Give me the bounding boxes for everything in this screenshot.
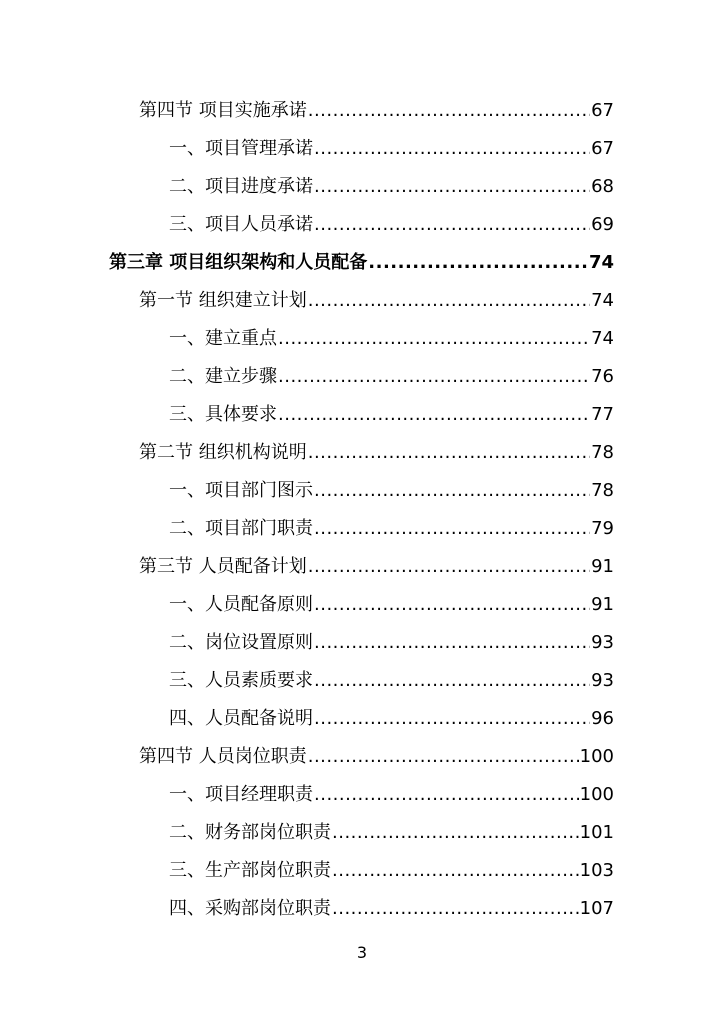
toc-leader-dots [278,330,590,348]
toc-entry-title: 二、项目进度承诺 [169,176,313,197]
toc-entry-title: 二、建立步骤 [169,366,277,387]
toc-entry-title: 三、具体要求 [169,404,277,425]
toc-entry-page: 78 [591,480,614,501]
toc-entry[interactable] [0,282,724,320]
toc-entry-title: 第三节 人员配备计划 [139,556,307,577]
toc-entry-title: 一、项目部门图示 [169,480,313,501]
toc-entry-page: 68 [591,176,614,197]
toc-entry-title: 一、建立重点 [169,328,277,349]
toc-entry[interactable] [0,586,724,624]
toc-entry-page: 107 [579,898,614,919]
toc-leader-dots [332,900,579,918]
toc-leader-dots [314,178,590,196]
toc-entry-page: 74 [588,252,614,273]
toc-entry-page: 69 [591,214,614,235]
toc-entry[interactable] [0,890,724,928]
toc-entry-title: 四、人员配备说明 [169,708,313,729]
toc-leader-dots [308,102,590,120]
toc-leader-dots [314,786,579,804]
toc-entry-page: 96 [591,708,614,729]
toc-leader-dots [308,558,590,576]
toc-entry-title: 四、采购部岗位职责 [169,898,331,919]
toc-leader-dots [314,634,590,652]
toc-leader-dots [308,748,579,766]
toc-entry[interactable] [0,358,724,396]
toc-entry-title: 第一节 组织建立计划 [139,290,307,311]
toc-entry-page: 91 [591,556,614,577]
toc-entry[interactable] [0,320,724,358]
toc-entry[interactable] [0,548,724,586]
toc-entry[interactable] [0,130,724,168]
toc-leader-dots [278,368,590,386]
toc-entry-page: 91 [591,594,614,615]
toc-entry[interactable] [0,472,724,510]
toc-entry-title: 第二节 组织机构说明 [139,442,307,463]
toc-entry-page: 100 [579,784,614,805]
toc-leader-dots [368,254,588,272]
toc-leader-dots [314,216,590,234]
toc-leader-dots [308,444,590,462]
toc-entry[interactable] [0,510,724,548]
toc-entry-page: 93 [591,632,614,653]
toc-entry-title: 第四节 项目实施承诺 [139,100,307,121]
toc-entry[interactable] [0,434,724,472]
toc-entry-title: 第四节 人员岗位职责 [139,746,307,767]
toc-entry-title: 一、项目管理承诺 [169,138,313,159]
toc-leader-dots [314,482,590,500]
toc-entry[interactable] [0,244,724,282]
toc-leader-dots [314,140,590,158]
toc-entry-page: 67 [591,138,614,159]
toc-leader-dots [278,406,590,424]
toc-entry[interactable] [0,662,724,700]
toc-entry[interactable] [0,814,724,852]
toc-entry-page: 74 [591,290,614,311]
toc-leader-dots [332,862,579,880]
toc-entry-page: 67 [591,100,614,121]
toc-entry-title: 三、项目人员承诺 [169,214,313,235]
toc-entry-title: 三、生产部岗位职责 [169,860,331,881]
toc-entry[interactable] [0,738,724,776]
toc-entry-page: 93 [591,670,614,691]
toc-entry-title: 第三章 项目组织架构和人员配备 [109,252,368,273]
toc-leader-dots [314,710,590,728]
toc-entry[interactable] [0,776,724,814]
toc-entry-title: 二、岗位设置原则 [169,632,313,653]
toc-entry-page: 76 [591,366,614,387]
toc-entry[interactable] [0,168,724,206]
toc-entry-title: 一、项目经理职责 [169,784,313,805]
toc-leader-dots [332,824,579,842]
toc-entry[interactable] [0,396,724,434]
toc-leader-dots [314,596,590,614]
toc-entry[interactable] [0,852,724,890]
toc-entry-page: 74 [591,328,614,349]
toc-entry-title: 二、财务部岗位职责 [169,822,331,843]
toc-entry-page: 103 [579,860,614,881]
toc-entry-page: 79 [591,518,614,539]
toc-leader-dots [308,292,590,310]
toc-entry[interactable] [0,206,724,244]
toc-entry-title: 一、人员配备原则 [169,594,313,615]
toc-entry[interactable] [0,700,724,738]
toc-entry-title: 三、人员素质要求 [169,670,313,691]
toc-entry-page: 78 [591,442,614,463]
toc-entry[interactable] [0,92,724,130]
page-number: 3 [356,943,368,962]
toc-entry-page: 101 [579,822,614,843]
toc-leader-dots [314,672,590,690]
toc-entry-page: 77 [591,404,614,425]
toc-entry[interactable] [0,624,724,662]
toc-leader-dots [314,520,590,538]
toc-entry-title: 二、项目部门职责 [169,518,313,539]
toc-entry-page: 100 [579,746,614,767]
table-of-contents [0,92,724,928]
